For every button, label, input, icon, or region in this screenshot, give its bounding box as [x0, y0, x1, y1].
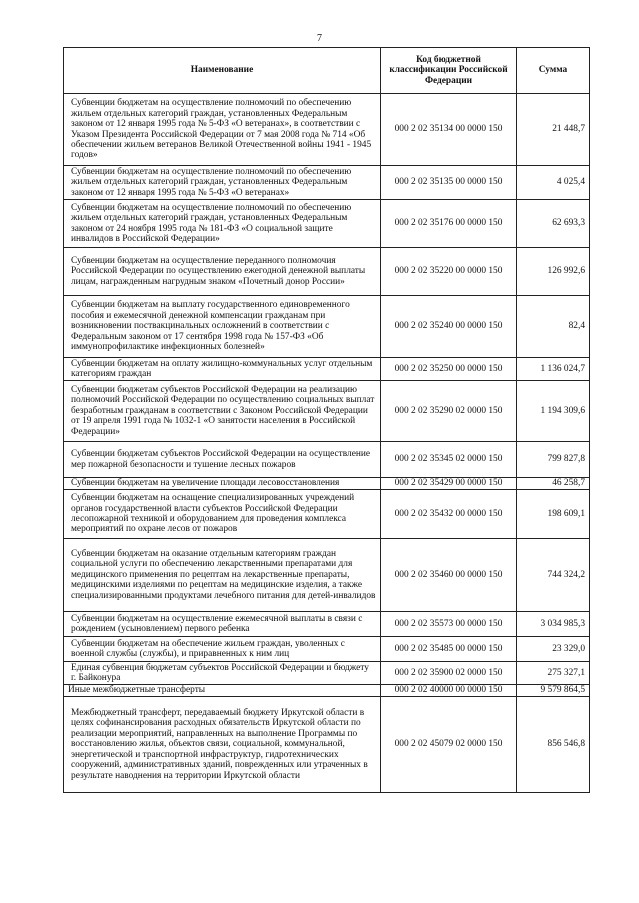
header-code: Код бюджетной классификации Российской Федерации: [381, 48, 517, 94]
row-code: 000 2 02 45079 02 0000 150: [381, 697, 517, 793]
row-code: 000 2 02 35250 00 0000 150: [381, 358, 517, 381]
table-row: [64, 296, 590, 358]
row-name: Субвенции бюджетам на осуществление полномочий по обеспечению жильем отдельных категорий граждан, установленных Федеральным законом от 24 ноября 1995 года № 181-ФЗ «О социальной защите инвалидов в Российской Федерации»: [64, 200, 381, 248]
row-code: 000 2 02 35429 00 0000 150: [381, 478, 517, 490]
table-header-row: [64, 48, 590, 94]
row-sum: 198 609,1: [517, 490, 590, 539]
row-code: 000 2 02 35900 02 0000 150: [381, 662, 517, 685]
header-sum: Сумма: [517, 48, 590, 94]
table-row: [64, 358, 590, 381]
row-code: 000 2 02 35573 00 0000 150: [381, 612, 517, 637]
table-row: [64, 248, 590, 296]
row-name: Субвенции бюджетам на осуществление полномочий по обеспечению жильем отдельных категорий граждан, установленных Федеральным законом от 12 января 1995 года № 5-ФЗ «О ветеранах»: [64, 166, 381, 200]
row-sum: 744 324,2: [517, 539, 590, 612]
table-row: [64, 442, 590, 478]
row-sum: 82,4: [517, 296, 590, 358]
row-name: Субвенции бюджетам на увеличение площади лесовосстановления: [64, 478, 381, 490]
row-name: Межбюджетный трансферт, передаваемый бюджету Иркутской области в целях софинансирования расходных обязательств Иркутской области по реализации мероприятий, направленных на выполнение Программы по восстановлению жилья, объектов связи, социальной, коммунальной, энергетической и транспортной инфраструктур, гидротехнических сооружений, административных зданий, поврежденных или утраченных в результате наводнения на территории Иркутской области: [64, 697, 381, 793]
row-sum: 4 025,4: [517, 166, 590, 200]
table-row: [64, 478, 590, 490]
row-sum: 21 448,7: [517, 94, 590, 166]
row-code: 000 2 02 35220 00 0000 150: [381, 248, 517, 296]
row-sum: 1 194 309,6: [517, 381, 590, 442]
page-number: 7: [317, 33, 322, 44]
table-row: [64, 490, 590, 539]
table-row: [64, 166, 590, 200]
row-sum: 46 258,7: [517, 478, 590, 490]
row-name: Субвенции бюджетам на оснащение специализированных учреждений органов государственной власти субъектов Российской Федерации лесопожарной техникой и оборудованием для проведения комплекса мероприятий по охране лесов от пожаров: [64, 490, 381, 539]
row-code: 000 2 02 35290 02 0000 150: [381, 381, 517, 442]
table-row: [64, 200, 590, 248]
row-sum: 23 329,0: [517, 637, 590, 662]
row-name: Иные межбюджетные трансферты: [64, 685, 381, 697]
row-code: 000 2 02 40000 00 0000 150: [381, 685, 517, 697]
table-row: [64, 662, 590, 685]
row-code: 000 2 02 35176 00 0000 150: [381, 200, 517, 248]
budget-table: [63, 47, 590, 793]
row-name: Субвенции бюджетам на обеспечение жильем граждан, уволенных с военной службы (службы), и приравненных к ним лиц: [64, 637, 381, 662]
row-sum: 126 992,6: [517, 248, 590, 296]
row-sum: 799 827,8: [517, 442, 590, 478]
row-name: Единая субвенция бюджетам субъектов Российской Федерации и бюджету г. Байконура: [64, 662, 381, 685]
table-row: [64, 685, 590, 697]
row-name: Субвенции бюджетам субъектов Российской Федерации на осуществление мер пожарной безопасности и тушение лесных пожаров: [64, 442, 381, 478]
row-sum: 856 546,8: [517, 697, 590, 793]
row-code: 000 2 02 35134 00 0000 150: [381, 94, 517, 166]
row-code: 000 2 02 35240 00 0000 150: [381, 296, 517, 358]
row-code: 000 2 02 35460 00 0000 150: [381, 539, 517, 612]
row-code: 000 2 02 35345 02 0000 150: [381, 442, 517, 478]
row-sum: 275 327,1: [517, 662, 590, 685]
table-row: [64, 637, 590, 662]
table-row: [64, 612, 590, 637]
row-name: Субвенции бюджетам на осуществление полномочий по обеспечению жильем отдельных категорий граждан, установленных Федеральным законом от 12 января 1995 года № 5-ФЗ «О ветеранах», в соответствии с Указом Президента Российской Федерации от 7 мая 2008 года № 714 «Об обеспечении жильем ветеранов Великой Отечественной войны 1941 - 1945 годов»: [64, 94, 381, 166]
row-code: 000 2 02 35432 00 0000 150: [381, 490, 517, 539]
row-name: Субвенции бюджетам на осуществление переданного полномочия Российской Федерации по осуществлению ежегодной денежной выплаты лицам, награжденным нагрудным знаком «Почетный донор России»: [64, 248, 381, 296]
table-row: [64, 381, 590, 442]
row-code: 000 2 02 35135 00 0000 150: [381, 166, 517, 200]
table-row: [64, 697, 590, 793]
row-sum: 62 693,3: [517, 200, 590, 248]
row-name: Субвенции бюджетам на оказание отдельным категориям граждан социальной услуги по обеспечению лекарственными препаратами для медицинского применения по рецептам на лекарственные препараты, медицинскими изделиями по рецептам на медицинские изделия, а также специализированными продуктами лечебного питания для детей-инвалидов: [64, 539, 381, 612]
row-sum: 1 136 024,7: [517, 358, 590, 381]
table-row: [64, 94, 590, 166]
row-sum: 3 034 985,3: [517, 612, 590, 637]
row-sum: 9 579 864,5: [517, 685, 590, 697]
row-name: Субвенции бюджетам субъектов Российской Федерации на реализацию полномочий Российской Федерации по осуществлению социальных выплат безработным гражданам в соответствии с Законом Российской Федерации от 19 апреля 1991 года № 1032-1 «О занятости населения в Российской Федерации»: [64, 381, 381, 442]
row-name: Субвенции бюджетам на осуществление ежемесячной выплаты в связи с рождением (усыновлением) первого ребенка: [64, 612, 381, 637]
header-name: Наименование: [64, 48, 381, 94]
table-row: [64, 539, 590, 612]
row-name: Субвенции бюджетам на оплату жилищно-коммунальных услуг отдельным категориям граждан: [64, 358, 381, 381]
row-name: Субвенции бюджетам на выплату государственного единовременного пособия и ежемесячной денежной компенсации гражданам при возникновении поствакцинальных осложнений в соответствии с Федеральным законом от 17 сентября 1998 года № 157-ФЗ «Об иммунопрофилактике инфекционных болезней»: [64, 296, 381, 358]
row-code: 000 2 02 35485 00 0000 150: [381, 637, 517, 662]
